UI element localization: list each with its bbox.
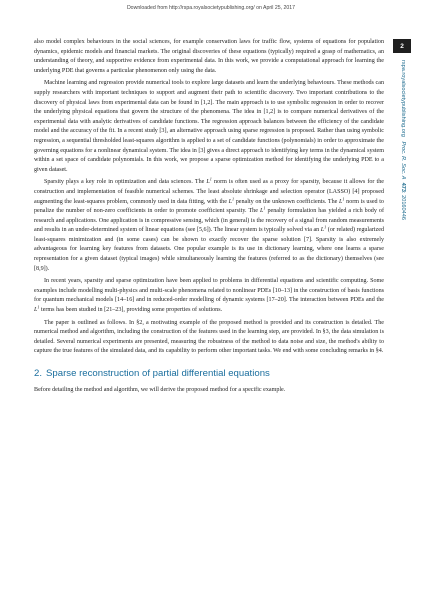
journal-abbrev: Proc. R. Soc. A [400, 141, 406, 180]
download-notice: Downloaded from http://rspa.royalsocietypublishing.org/ on April 25, 2017 [126, 5, 296, 11]
article-number: : 20160446 [400, 191, 406, 220]
journal-volume [400, 181, 406, 192]
l1-norm-symbol: $L^1$ [259, 205, 266, 215]
section-heading [34, 368, 384, 380]
l1-norm-symbol: $L^1$ [206, 176, 212, 186]
page-number-badge: 2 [393, 39, 411, 53]
l1-norm-symbol: $L^1$ [34, 304, 40, 314]
paper-outline-paragraph: The paper is outlined as follows. In §2, a motivating example of the proposed method is provided and its construction is detailed. The numerical method and algorithm, including the construction of the features used in the learning step, are provided. In §3, the data simulation is detailed. Several numerical experiments are presented, measuring the robustness of the method to data noise and size, the method's ability to capture the true features of the simulated data, and its capability to perform other important tasks. We end with some concluding remarks in §4. [34, 319, 384, 355]
volume-number: 473 [400, 182, 406, 192]
intro-paragraph-continued: also model complex behaviours in the social sciences, for example conservation laws for traffic flow, systems of equations for population dynamics, epidemic models and financial markets. The original discoveries of these equations (typically) required a grasp of mathematics, an understanding of theory, and supportive evidence from experimental data. In this work, we provide a computational approach for learning the underlying PDE that governs a particular phenomenon only using the data. [34, 39, 384, 74]
l1-norm-symbol: $L^1$ [339, 196, 345, 205]
section-intro-paragraph: Before detailing the method and algorithm, we will derive the proposed method for a specific example. [34, 387, 286, 393]
article-body [34, 38, 384, 399]
section-number: 2. [34, 368, 43, 379]
l1-norm-symbol: $L^1$ [320, 224, 327, 234]
journal-name [400, 138, 406, 179]
machine-learning-paragraph: Machine learning and regression provide numerical tools to explore large datasets and learn the underlying behaviours. These methods can supply researchers with important techniques to support and augment their path to scientific discovery. Two important contributions to the discovery of physical laws from experimental data can be found in [1,2]. The main approach is to use symbolic regression in order to recover the underlying physical equations that govern the structure of the phenomena. The idea in [1,2] is to compare numerical derivatives of the experimental data with analytic derivatives of candidate functions. The regression approach balances between the efficiency of the candidate model and the accuracy of the fit. In a recent study [3], an alternative approach using sparse regression is proposed. Rather than using symbolic regression, a sequential thresholded least-squares algorithm is applied to a set of candidate functions (polynomials) in order to approximate the governing equations for a nonlinear dynamical system. The idea in [3] gives a direct approach to identifying key terms in the dynamical system within a set space of candidate polynomials. In this work, we propose a sparse optimization method for identifying the underlying PDE to a given dataset. [34, 80, 384, 173]
journal-sidebar [396, 60, 406, 220]
pde-sparsity-paragraph: In recent years, sparsity and sparse optimization have been applied to problems in differential equations and scientific computing. Some examples include modelling multi-physics and multi-scale phenomena related to nonlinear PDEs [10–13] in the construction of basis functions for quantum mechanical models [14–16] and in reduced-order modelling of dynamic systems [17–20]. The interaction between PDEs and the $L^1$ terms has been studied in [21–23], providing some properties of solutions. [34, 278, 384, 314]
section-title: Sparse reconstruction of partial differential equations [46, 368, 270, 379]
l1-norm-symbol: $L^1$ [228, 196, 235, 205]
sparsity-paragraph: Sparsity plays a key role in optimization and data sciences. The $L^1$ norm is often used as a proxy for sparsity, because it allows for the construction and implementation of feasible numerical schemes. The least absolute shrinkage and selection operator (LASSO) [4] proposed augmenting the least-squares problem, commonly used in data fitting, with the $L^1$ penalty on the unknown coefficients. The $L^1$ norm is used to penalize the number of non-zero coefficients in order to promote coefficient sparsity. The $L^1$ penalty formulation has yielded a rich body of research and applications. One application is in compressive sensing, which (in general) is the recovery of a signal from random measurements and results in an under-determined system of linear equations (see [5,6]). The linear system is typically solved via an $L^1$ (or related) regularized least-squares minimization and (in some cases) can be shown to exactly recover the sparse solution [7]. Sparsity is also extremely advantageous for learning key features from datasets. One popular example is its use in dictionary learning, where one learns a sparse representation for a given dataset (typical images) while simultaneously learning the features (referred to as the dictionary) themselves (see [8,9]). [34, 176, 384, 272]
journal-site-link[interactable]: rspa.royalsocietypublishing.org [400, 60, 406, 137]
